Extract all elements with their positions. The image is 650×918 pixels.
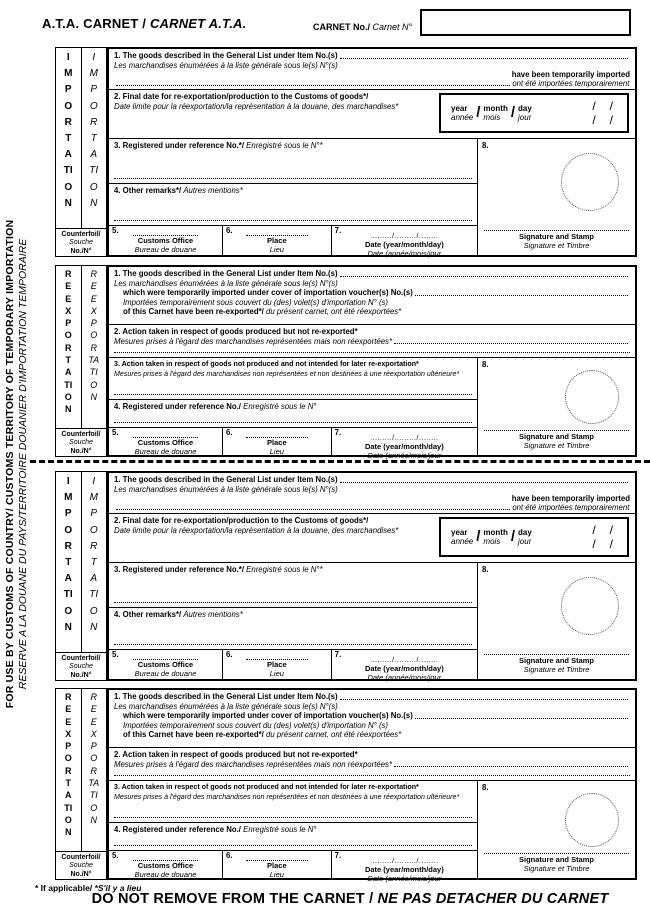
fill-line bbox=[114, 602, 472, 603]
box8-number: 8. bbox=[482, 783, 489, 792]
reference-row: 3. Registered under reference No.*/ Enregistré sous le N°* bbox=[109, 139, 477, 184]
fill-line bbox=[340, 482, 628, 483]
side-note bbox=[4, 148, 30, 780]
date-cell: 7. ........./........./........ Date (year/month/day) Date (année/mois/jour bbox=[331, 650, 477, 679]
customs-office-cell: 5. Customs Office Bureau de douane bbox=[112, 851, 197, 879]
date-cell: 7. ........./........./........ Date (year/month/day) Date (année/mois/jour bbox=[331, 851, 477, 878]
date-fill-line: ........./........./........ bbox=[370, 435, 439, 442]
fill-line bbox=[114, 220, 472, 221]
box8-number: 8. bbox=[482, 360, 489, 369]
remarks-row: 4. Other remarks*/ Autres mentions* bbox=[109, 608, 477, 650]
page-title-en: A.T.A. CARNET / bbox=[42, 16, 147, 31]
strip-text-fr: REEXPORTATION bbox=[88, 269, 100, 402]
importation-main-box bbox=[107, 471, 637, 681]
fill-line bbox=[114, 422, 472, 423]
goods-produced-row: 2. Action taken in respect of goods produced but not re-exported* Mesures prises à l'égard des marchandises représentées mais non réexportées* bbox=[109, 748, 635, 781]
counterfoil-row bbox=[109, 851, 477, 883]
strip-text-fr: IMPORTATION bbox=[89, 476, 99, 633]
fill-line bbox=[484, 654, 629, 655]
carnet-no-label: CARNET No./ Carnet N° bbox=[313, 22, 413, 32]
perforation-line bbox=[30, 460, 650, 463]
date-fill-line: ........./........./........ bbox=[370, 858, 439, 865]
slash-separator: / bbox=[510, 528, 516, 546]
slash-separator: / bbox=[476, 528, 481, 546]
reexportation-strip bbox=[55, 688, 107, 880]
final-date-row bbox=[109, 90, 635, 139]
stamp-circle bbox=[565, 793, 619, 847]
date-cell: 7. ........./........./........ Date (year/month/day) Date (année/mois/jour bbox=[331, 226, 477, 255]
counterfoil-row bbox=[109, 650, 477, 682]
customs-office-cell: 5. Customs Office Bureau de douane bbox=[112, 650, 197, 678]
date-fill-line: ........./........./........ bbox=[370, 657, 439, 664]
strip-letters bbox=[56, 48, 106, 228]
strip-text-en: REEXPORTATION bbox=[64, 269, 73, 415]
fill-line bbox=[114, 775, 630, 776]
fill-line bbox=[114, 644, 472, 645]
reexportation-main-box bbox=[107, 265, 637, 460]
signature-area: Signature and Stamp Signature et Timbre bbox=[482, 230, 631, 253]
importation-section-1 bbox=[55, 47, 637, 257]
if-applicable-note: * If applicable/ *S'il y a lieu bbox=[35, 883, 142, 893]
fill-line bbox=[484, 430, 629, 431]
counterfoil-row bbox=[109, 428, 477, 460]
stamp-circle bbox=[561, 153, 619, 211]
place-cell: 6. Place Lieu bbox=[222, 851, 331, 878]
place-cell: 6. Place Lieu bbox=[222, 650, 331, 679]
goods-label-en: 1. The goods described in the General List under Item No.(s) bbox=[114, 51, 338, 60]
slash-separator: / bbox=[476, 104, 481, 122]
fill-line bbox=[484, 853, 629, 854]
temporarily-imported-note: have been temporarily imported ont été importées temporairement bbox=[511, 494, 630, 513]
fill-line bbox=[114, 817, 472, 818]
fill-line bbox=[340, 699, 628, 700]
page-title-fr: CARNET A.T.A. bbox=[149, 16, 247, 31]
fill-line bbox=[415, 718, 628, 719]
goods-row: 1. The goods described in the General List under Item No.(s) Les marchandises énumérées à la liste générale sous le(s) N°(s) have been temporarily imported ont été importées temporairement bbox=[109, 473, 635, 514]
reexportation-section-2 bbox=[55, 688, 637, 883]
signature-stamp-box bbox=[477, 358, 635, 455]
carnet-no-field[interactable] bbox=[420, 9, 631, 36]
fill-line bbox=[340, 58, 628, 59]
signature-area: Signature and Stamp Signature et Timbre bbox=[482, 853, 631, 876]
goods-reexported-row: 1. The goods described in the General List under Item No.(s) Les marchandises énumérées à la liste générale sous le(s) N°(s) which were temporarily imported under cover of importation voucher(s) No.(s) Importées temporairement sous couvert du (des) volet(s) d'importation N° (s) of this Carnet have been re-exported*/ du présent carnet, ont été réexportées* bbox=[109, 690, 635, 748]
strip-text-fr: REEXPORTATION bbox=[88, 692, 100, 825]
goods-produced-row: 2. Action taken in respect of goods produced but not re-exported* Mesures prises à l'égard des marchandises représentées mais non réexportées* bbox=[109, 325, 635, 358]
fill-line bbox=[114, 394, 472, 395]
date-fill-line: ........./........./........ bbox=[370, 233, 439, 240]
counterfoil-label: Counterfoil/ Souche No./N° bbox=[56, 851, 106, 879]
goods-row bbox=[109, 49, 635, 90]
fill-line bbox=[114, 178, 472, 179]
customs-office-cell: 5. Customs Office Bureau de douane bbox=[112, 226, 197, 254]
importation-strip bbox=[55, 47, 107, 257]
remarks-row: 4. Other remarks*/ Autres mentions* bbox=[109, 184, 477, 226]
date-entry-box[interactable]: year année / month mois / day jour / / / / bbox=[439, 93, 629, 133]
goods-reexported-row: 1. The goods described in the General List under Item No.(s) Les marchandises énumérées à la liste générale sous le(s) N°(s) which were temporarily imported under cover of importation voucher(s) No.(s) Importées temporairement sous couvert du (des) volet(s) d'importation N° (s) of this Carnet have been re-exported*/ du présent carnet, ont été réexportées* bbox=[109, 267, 635, 325]
box8-number: 8. bbox=[482, 141, 489, 150]
strip-text-fr: IMPORTATION bbox=[89, 52, 99, 209]
goods-label-fr: Les marchandises énumérées à la liste générale sous le(s) N°(s) bbox=[114, 60, 338, 70]
counterfoil-row bbox=[109, 226, 477, 258]
reference-row: 3. Registered under reference No.*/ Enregistré sous le N°* bbox=[109, 563, 477, 608]
reexportation-strip bbox=[55, 265, 107, 457]
final-date-label-fr: Date limite pour la réexportation/la représentation à la douane, des marchandises* bbox=[114, 101, 399, 111]
counterfoil-label: Counterfoil/ Souche No./N° bbox=[56, 228, 106, 256]
goods-not-produced-row: 3. Action taken in respect of goods not produced and not intended for later re-exportation* Mesures prises à l'égard des marchandises non représentées et non destinées à une réexportation ultérieure* bbox=[109, 358, 477, 400]
page-title bbox=[42, 16, 246, 31]
strip-text-en: IMPORTATION bbox=[63, 476, 73, 633]
fill-line bbox=[340, 276, 628, 277]
fill-line bbox=[116, 509, 510, 510]
side-note-fr: RESERVE A LA DOUANE DU PAYS/TERRITOIRE DOUANIER D'IMPORTATION TEMPORAIRE bbox=[16, 238, 29, 690]
counterfoil-label: Counterfoil/ Souche No./N° bbox=[56, 652, 106, 680]
temporarily-imported-note: have been temporarily imported ont été importées temporairement bbox=[511, 70, 630, 89]
strip-letters bbox=[56, 266, 106, 428]
reexportation-section-1 bbox=[55, 265, 637, 460]
date-fill-slashes: / / / / bbox=[592, 523, 613, 551]
importation-strip bbox=[55, 471, 107, 681]
date-entry-box[interactable]: year année / month mois / day jour / / / / bbox=[439, 517, 629, 557]
place-cell: 6. Place Lieu bbox=[222, 428, 331, 455]
fill-line bbox=[394, 343, 628, 344]
side-note-en: FOR USE BY CUSTOMS OF COUNTRY/ CUSTOMS TERRITORY OF TEMPORARY IMPORTATION bbox=[4, 219, 16, 709]
customs-office-cell: 5. Customs Office Bureau de douane bbox=[112, 428, 197, 456]
fill-line bbox=[116, 85, 510, 86]
stamp-circle bbox=[561, 577, 619, 635]
signature-stamp-box bbox=[477, 139, 635, 255]
do-not-remove-warning: DO NOT REMOVE FROM THE CARNET / NE PAS DETACHER DU CARNET bbox=[91, 891, 609, 907]
goods-not-produced-row: 3. Action taken in respect of goods not produced and not intended for later re-exportation* Mesures prises à l'égard des marchandises non représentées et non destinées à une réexportation ultérieure* bbox=[109, 781, 477, 823]
fill-line bbox=[394, 766, 628, 767]
signature-stamp-box bbox=[477, 781, 635, 878]
fill-line bbox=[114, 845, 472, 846]
signature-stamp-box bbox=[477, 563, 635, 679]
date-cell: 7. ........./........./........ Date (year/month/day) Date (année/mois/jour bbox=[331, 428, 477, 455]
stamp-circle bbox=[565, 370, 619, 424]
final-date-label-en: 2. Final date for re-exportation/production to the Customs of goods*/ bbox=[114, 92, 369, 101]
fill-line bbox=[415, 295, 628, 296]
importation-section-2 bbox=[55, 471, 637, 681]
strip-text-en: IMPORTATION bbox=[63, 52, 73, 209]
importation-main-box bbox=[107, 47, 637, 257]
fill-line bbox=[484, 230, 629, 231]
signature-area: Signature and Stamp Signature et Timbre bbox=[482, 430, 631, 453]
box8-number: 8. bbox=[482, 565, 489, 574]
reexportation-main-box bbox=[107, 688, 637, 883]
strip-text-en: REEXPORTATION bbox=[64, 692, 73, 838]
date-fill-slashes: / / / / bbox=[592, 99, 613, 127]
reference-row: 4. Registered under reference No./ Enregistré sous le N° bbox=[109, 823, 477, 851]
slash-separator: / bbox=[510, 104, 516, 122]
reference-row: 4. Registered under reference No./ Enregistré sous le N° bbox=[109, 400, 477, 428]
fill-line bbox=[114, 352, 630, 353]
final-date-row: 2. Final date for re-exportation/production to the Customs of goods*/ Date limite pour la réexportation/la représentation à la douane, des marchandises* year année / month mois / day jour / / / / bbox=[109, 514, 635, 563]
place-cell: 6. Place Lieu bbox=[222, 226, 331, 255]
counterfoil-label: Counterfoil/ Souche No./N° bbox=[56, 428, 106, 456]
strip-letters bbox=[56, 689, 106, 851]
signature-area: Signature and Stamp Signature et Timbre bbox=[482, 654, 631, 677]
strip-letters bbox=[56, 472, 106, 652]
